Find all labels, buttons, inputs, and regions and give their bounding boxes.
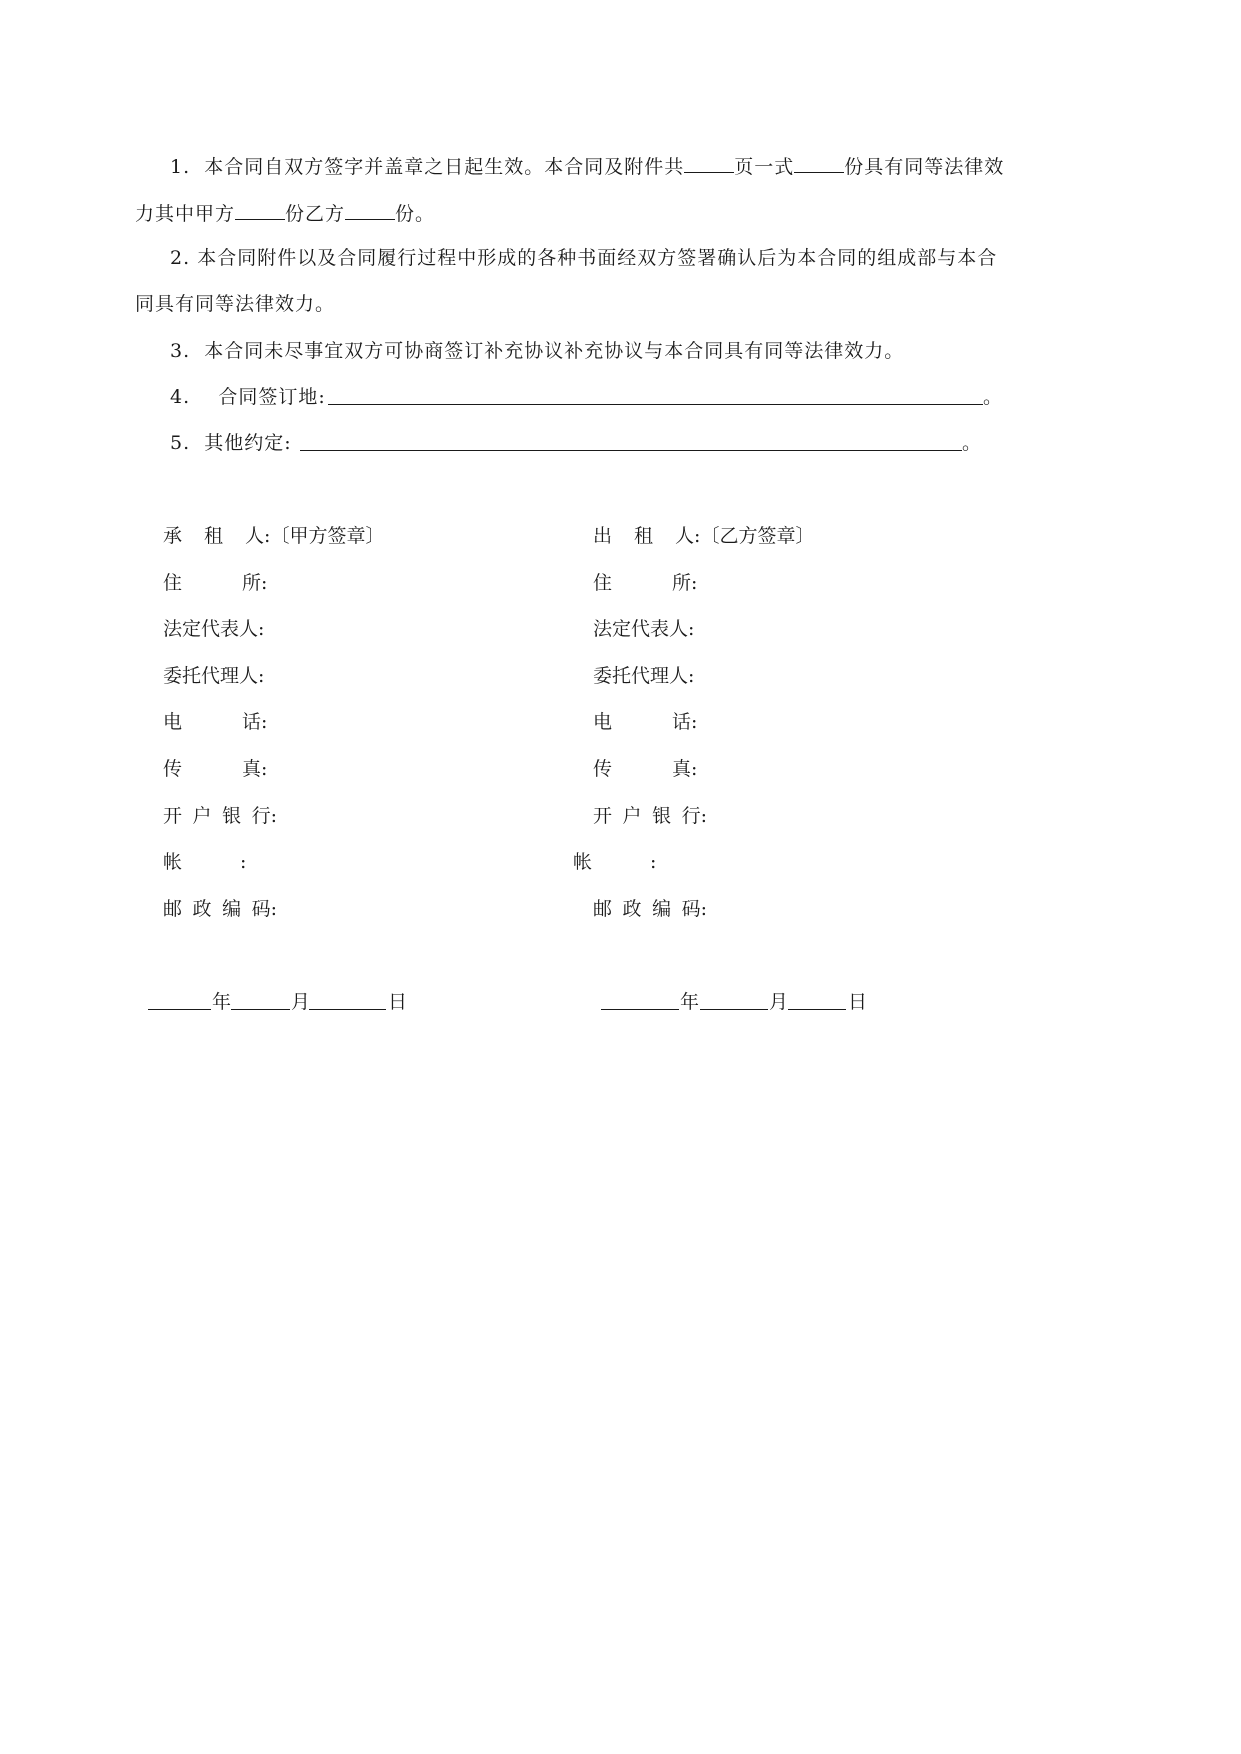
label-char: 开 [163, 805, 183, 827]
clause-2-line-2 [135, 292, 335, 316]
month-label: 月 [291, 991, 311, 1013]
clause-number: 4. [170, 386, 191, 408]
label-char: : [650, 851, 657, 873]
day-label: 日 [388, 991, 408, 1013]
signing-place-label: 合同签订地: [218, 386, 326, 408]
label-char: 银 [222, 805, 242, 827]
label-char: 行: [251, 805, 277, 827]
signing-place-blank[interactable] [328, 404, 983, 405]
month-blank[interactable] [231, 1009, 290, 1010]
lessee-address [163, 571, 267, 595]
label-char: 话: [672, 711, 698, 733]
label-char: 政 [622, 898, 642, 920]
lessor-postcode [593, 897, 707, 921]
month-label: 月 [769, 991, 789, 1013]
year-label: 年 [680, 991, 700, 1013]
label-char: 邮 [593, 898, 613, 920]
clause-number: 3. [170, 340, 191, 362]
clause-1 [170, 153, 1004, 179]
clause-1-line-2 [135, 200, 435, 226]
label-char: 话: [242, 711, 268, 733]
label-char: 电 [593, 711, 613, 733]
lessee-agent: 委托代理人: [163, 665, 265, 687]
copies-blank[interactable] [794, 153, 844, 173]
clause-text: 本合同未尽事宜双方可协商签订补充协议补充协议与本合同具有同等法律效力。 [204, 340, 905, 362]
clause-text: 份。 [395, 203, 436, 225]
pages-blank[interactable] [684, 153, 734, 173]
label-char: 真: [242, 758, 268, 780]
lessee-phone [163, 710, 267, 734]
lessee-seal: 〔甲方签章〕 [270, 525, 385, 547]
day-blank[interactable] [788, 1009, 846, 1010]
lessor-seal: 〔乙方签章〕 [700, 525, 815, 547]
lessor-bank [593, 804, 707, 828]
label-char: 真: [672, 758, 698, 780]
year-label: 年 [212, 991, 232, 1013]
clause-4 [170, 385, 326, 409]
year-blank[interactable] [601, 1009, 679, 1010]
label-char: 政 [192, 898, 212, 920]
month-blank[interactable] [700, 1009, 768, 1010]
clause-number: 2. [170, 247, 191, 269]
label-char: 开 [593, 805, 613, 827]
role-char: 承 [163, 525, 183, 547]
clause-5 [170, 431, 292, 455]
lessor-address [593, 571, 697, 595]
clause-text: 份具有同等法律效 [844, 156, 1005, 178]
clause-text: 同具有同等法律效力。 [135, 293, 336, 315]
lessor-account [573, 850, 656, 874]
clause-2 [170, 246, 997, 270]
lessor-agent: 委托代理人: [593, 665, 695, 687]
label-char: 码: [251, 898, 277, 920]
lessor-fax [593, 757, 697, 781]
role-char: 人: [245, 525, 271, 547]
lessor-role [593, 524, 814, 548]
role-char: 出 [593, 525, 613, 547]
clause-text: 本合同附件以及合同履行过程中形成的各种书面经双方签署确认后为本合同的组成部与本合 [197, 247, 998, 269]
label-char: 码: [681, 898, 707, 920]
clause-number: 5. [170, 432, 191, 454]
label-char: 邮 [163, 898, 183, 920]
role-char: 租 [634, 525, 654, 547]
clause-3 [170, 339, 904, 363]
label-char: 电 [163, 711, 183, 733]
label-char: 传 [593, 758, 613, 780]
label-char: 户 [192, 805, 212, 827]
lessee-fax [163, 757, 267, 781]
day-blank[interactable] [309, 1009, 386, 1010]
label-char: 帐 [163, 851, 183, 873]
lessee-legal-rep: 法定代表人: [163, 618, 265, 640]
label-char: : [240, 851, 247, 873]
label-char: 帐 [573, 851, 593, 873]
lessee-account [163, 850, 246, 874]
lessee-postcode [163, 897, 277, 921]
label-char: 传 [163, 758, 183, 780]
year-blank[interactable] [148, 1009, 211, 1010]
clause-text: 本合同自双方签字并盖章之日起生效。本合同及附件共 [204, 156, 685, 178]
clause-5-end: 。 [962, 432, 982, 454]
clause-4-end: 。 [983, 386, 1003, 408]
lessee-bank [163, 804, 277, 828]
label-char: 住 [163, 572, 183, 594]
lessee-role [163, 524, 384, 548]
lessor-phone [593, 710, 697, 734]
clause-number: 1. [170, 156, 191, 178]
label-char: 银 [652, 805, 672, 827]
other-terms-label: 其他约定: [204, 432, 292, 454]
clause-text: 页一式 [734, 156, 795, 178]
party-a-copies-blank[interactable] [235, 200, 285, 220]
role-char: 租 [204, 525, 224, 547]
other-terms-blank[interactable] [300, 450, 962, 451]
clause-text: 力其中甲方 [135, 203, 236, 225]
label-char: 所: [242, 572, 268, 594]
clause-text: 份乙方 [285, 203, 346, 225]
label-char: 编 [652, 898, 672, 920]
label-char: 住 [593, 572, 613, 594]
label-char: 所: [672, 572, 698, 594]
lessor-legal-rep: 法定代表人: [593, 618, 695, 640]
party-b-copies-blank[interactable] [345, 200, 395, 220]
label-char: 户 [622, 805, 642, 827]
label-char: 行: [681, 805, 707, 827]
role-char: 人: [675, 525, 701, 547]
label-char: 编 [222, 898, 242, 920]
day-label: 日 [848, 991, 868, 1013]
